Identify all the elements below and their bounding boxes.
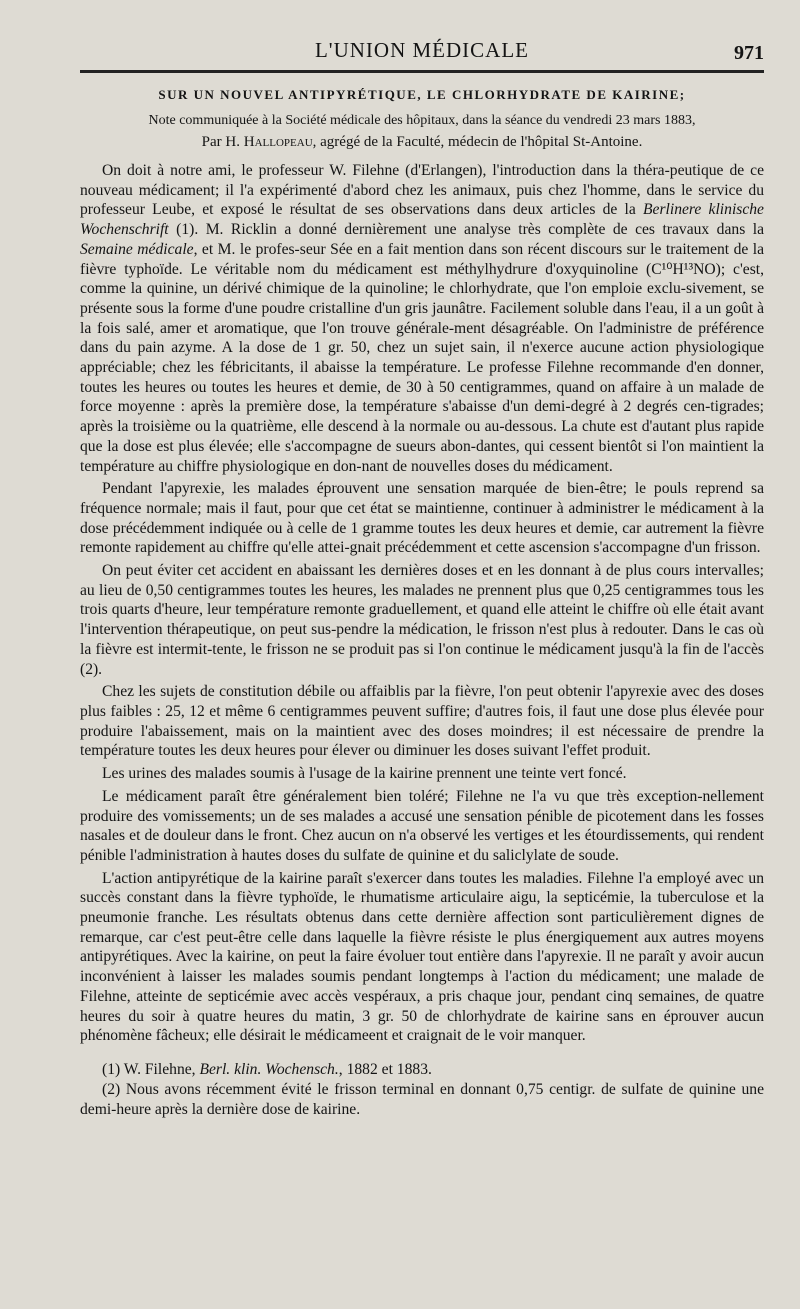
paragraph-1-text-c: , et M. le profes-seur Sée en a fait mention dans son récent discours sur le traitement de la fièvre typhoïde. Le véritable nom du médicament est méthylhydrure d'oxyquinoline (C¹⁰H¹³NO); c'est, comme la quinine, un dérivé chimique de la quinoline; le chlorhydrate, que l'on emploie exclu-sivement, se présente sous la forme d'une poudre cristalline d'un gris jaunâtre. Facilement soluble dans l'eau, il a un goût à la fois salé, amer et aromatique, que l'on trouve générale-ment désagréable. On l'administre de préférence dans du pain azyme. A la dose de 1 gr. 50, chez un sujet sain, il n'exerce aucune action physiologique appréciable; chez les fébricitants, il abaisse la température. Le professe Filehne recommande d'en donner, toutes les heures ou toutes les heures et demie, de 30 à 50 centigrammes, quand on affaire à un malade de force moyenne : après la première dose, la température s'abaisse d'un demi-degré à 2 degrés cen-tigrades; après la troisième ou la quatrième, elle descend à la normale ou au-dessous. La chute est d'autant plus rapide que la dose est plus élevée; elle s'accompagne de sueurs abon-dantes, qui cessent bientôt si l'on maintient la température au chiffre physiologique en don-nant de nouvelles doses du médicament. [80,240,764,475]
journal-title: L'UNION MÉDICALE [314,38,529,62]
page-header [80,30,764,66]
paragraph-5: Les urines des malades soumis à l'usage de la kairine prennent une teinte vert foncé. [102,765,627,783]
paragraph-4: Chez les sujets de constitution débile ou affaiblis par la fièvre, l'on peut obtenir l'apyrexie avec des doses plus faibles : 25, 12 et même 6 centigrammes peuvent suffire; d'autres fois, il faut une dose plus élevée pour produire l'abaissement, mais on la maintient avec des doses moindres; il est nécessaire de prendre la température toutes les deux heures pour élever ou diminuer les doses suivant l'effet produit. [80,683,764,760]
paragraph-3: On peut éviter cet accident en abaissant les dernières doses et en les donnant à de plus cours intervalles; au lieu de 0,50 centigrammes toutes les heures, les malades ne prennent plus que 0,25 centigrammes tous les trois quarts d'heure, leur température remonte graduellement, et quand elle atteint le chiffre où elle était avant l'intervention thérapeutique, on peut sus-pendre la médication, le frisson n'est plus à redouter. Dans le cas où la fièvre est intermit-tente, le frisson ne se produit pas si l'on continue le médicament jusqu'à la fin de l'accès (2). [80,562,764,678]
footnotes [80,1060,764,1120]
paragraph-2: Pendant l'apyrexie, les malades éprouvent une sensation marquée de bien-être; le pouls reprend sa fréquence normale; mais il faut, pour que cet état se maintienne, continuer à administrer le médicament à la dose précédemment indiquée ou à celle de 1 gramme toutes les deux heures et demie, car autrement la fièvre remonte rapidement au chiffre qu'elle attei-gnait précédemment et cette ascension s'accompagne d'un frisson. [80,480,764,557]
author-name: Hallopeau [243,134,313,150]
page-number: 971 [734,42,764,64]
article-title: SUR UN NOUVEL ANTIPYRÉTIQUE, LE CHLORHYDRATE DE KAIRINE; [158,87,686,102]
paragraph-1 [80,161,764,476]
footnote-1-suffix: , 1882 et 1883. [338,1060,432,1078]
paragraph-1-text-b: (1). M. Ricklin a donné dernièrement une analyse très complète de ces travaux dans la [168,221,764,239]
article-body [80,161,764,1046]
paragraph-6: Le médicament paraît être généralement bien toléré; Filehne ne l'a vu que très exception-nellement produire des vomissements; un de ses malades a accusé une sensation pénible de picotement dans les fosses nasales et de douleur dans le front. Chez aucun on n'a observé les vertiges et les étourdissements, qui rendent pénible l'administration à hautes doses du sulfate de quinine et du saliclylate de soude. [80,787,764,864]
footnote-1 [80,1060,764,1080]
footnote-2: (2) Nous avons récemment évité le frisson terminal en donnant 0,75 centigr. de sulfate de quinine une demi-heure après la dernière dose de kairine. [80,1080,764,1118]
author-suffix: , agrégé de la Faculté, médecin de l'hôpital St-Antoine. [312,134,643,150]
journal-citation-semaine: Semaine médicale [80,240,194,258]
paragraph-7: L'action antipyrétique de la kairine paraît s'exercer dans toutes les maladies. Filehne l'a employé avec un succès constant dans la fièvre typhoïde, le rhumatisme articulaire aigu, la septicémie, la tuberculose et la pneumonie franche. Les résultats obtenus dans cette dernière affection sont particulièrement dignes de remarque, car c'est peut-être celle dans laquelle la fièvre résiste le plus énergiquement aux autres moyens antipyrétiques. Avec la kairine, on peut la faire évoluer tout entière dans l'apyrexie. Il ne paraît y avoir aucun inconvénient à laisser les malades soumis pendant longtemps à l'action du médicament; une malade de Filehne, atteinte de septicémie avec accès vespéraux, a pris chaque jour, pendant cinq semaines, de quatre heures du soir à quatre heures du matin, 3 gr. 50 de chlorhydrate de kairine sans en éprouver aucun phénomène fâcheux; elle désirait le médicameent et craignait de le voir manquer. [80,869,764,1045]
footnote-1-prefix: (1) W. Filehne, [102,1060,200,1078]
footnote-1-journal: Berl. klin. Wochensch. [199,1060,339,1078]
article-note: Note communiquée à la Société médicale des hôpitaux, dans la séance du vendredi 23 mars 1883, [148,113,696,128]
header-rule [80,70,764,73]
article-author [80,131,764,153]
author-prefix: Par H. [201,134,244,150]
journal-citation-berliner: Berlinere klinische Wochenschrift [80,201,764,239]
paragraph-1-text-a: On doit à notre ami, le professeur W. Filehne (d'Erlangen), l'introduction dans la théra-peutique de ce nouveau médicament; il l'a expérimenté d'abord chez les animaux, puis chez l'homme, dans le service du professeur Leube, et exposé le résultat de ses observations dans deux articles de la [80,162,764,219]
